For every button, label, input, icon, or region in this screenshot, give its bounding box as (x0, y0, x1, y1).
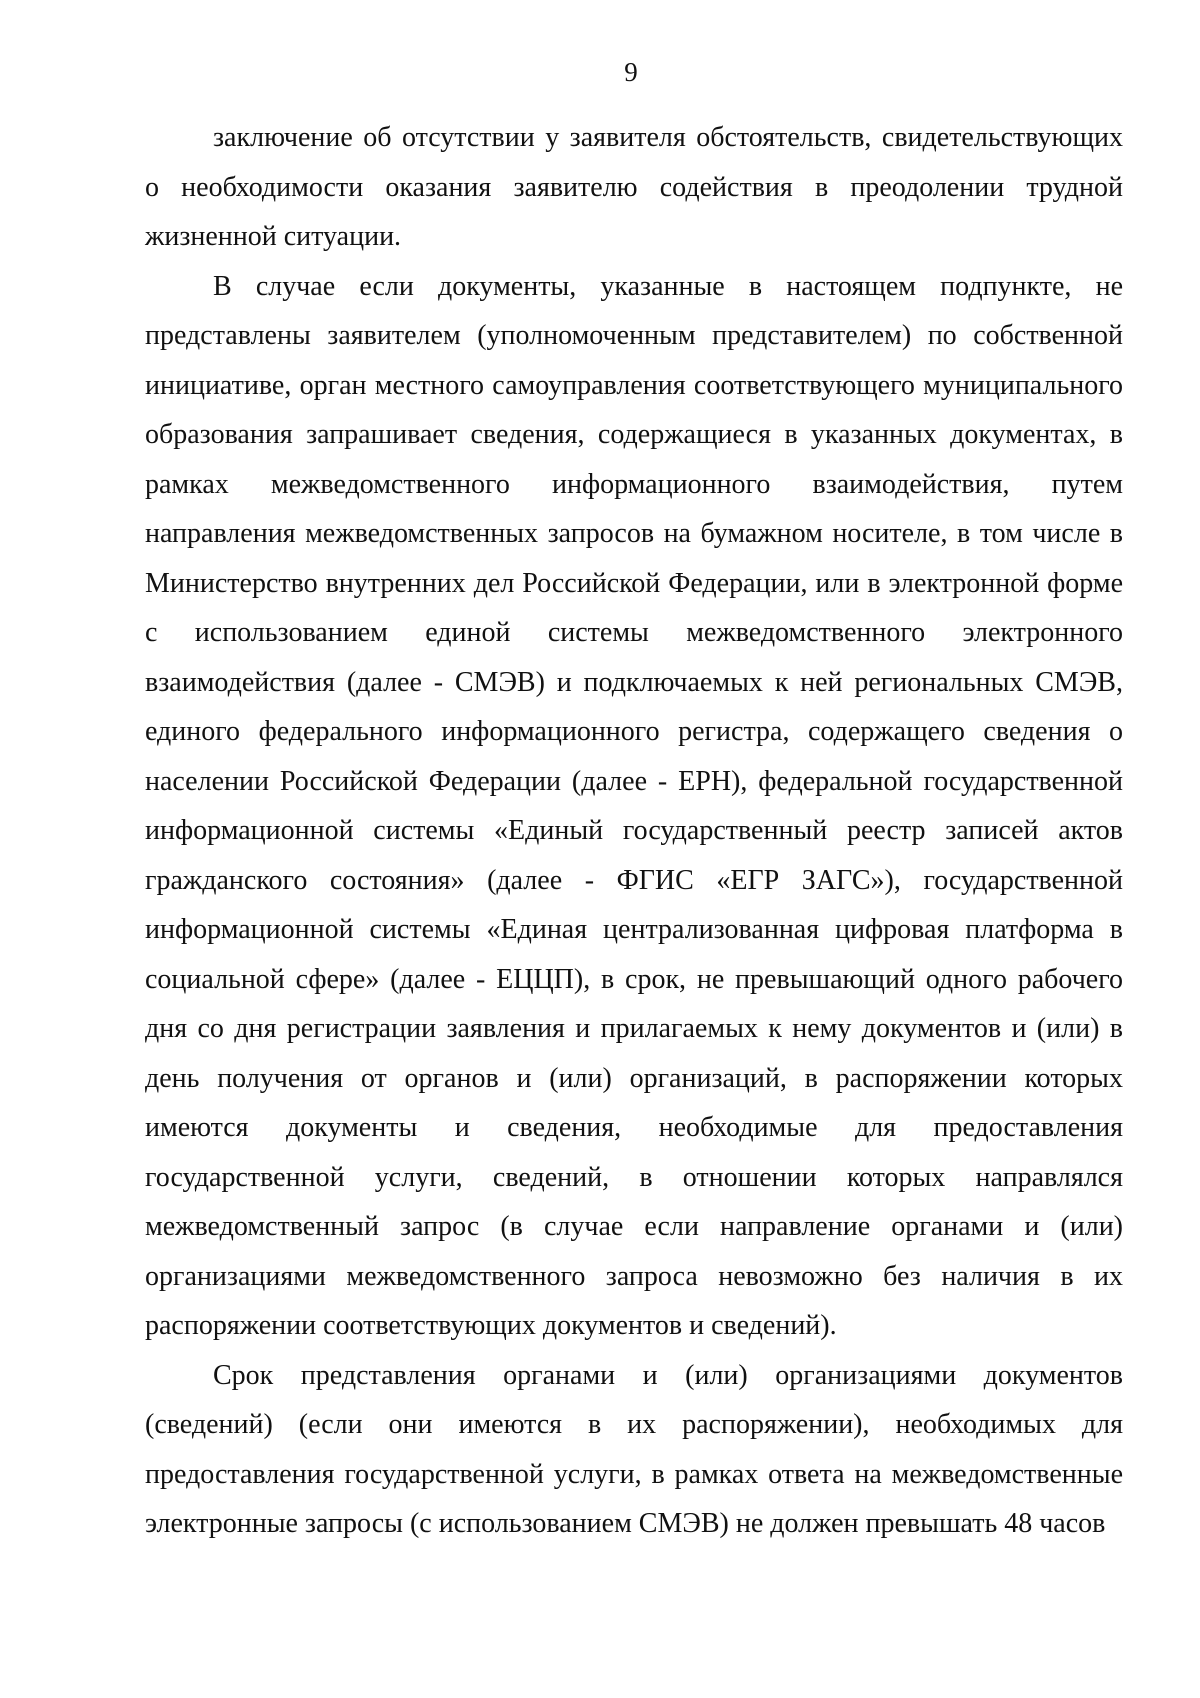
paragraph-conclusion: заключение об отсутствии у заявителя обстоятельств, свидетельствующих о необходимости оказания заявителю содействия в преодолении трудной жизненной ситуации. (145, 122, 1123, 252)
document-body (145, 113, 1123, 1549)
paragraph-response-deadline: Срок представления органами и (или) организациями документов (сведений) (если они имеются в их распоряжении), необходимых для предоставления государственной услуги, в рамках ответа на межведомственные электронные запросы (с использованием СМЭВ) не должен превышать 48 часов (145, 1359, 1123, 1539)
page-number: 9 (624, 57, 638, 87)
paragraph-interagency-requests: В случае если документы, указанные в настоящем подпункте, не представлены заявителем (уполномоченным представителем) по собственной инициативе, орган местного самоуправления соответствующего муниципального образования запрашивает сведения, содержащиеся в указанных документах, в рамках межведомственного информационного взаимодействия, путем направления межведомственных запросов на бумажном носителе, в том числе в Министерство внутренних дел Российской Федерации, или в электронной форме с использованием единой системы межведомственного электронного взаимодействия (далее - СМЭВ) и подключаемых к ней региональных СМЭВ, единого федерального информационного регистра, содержащего сведения о населении Российской Федерации (далее - ЕРН), федеральной государственной информационной системы «Единый государственный реестр записей актов гражданского состояния» (далее - ФГИС «ЕГР ЗАГС»), государственной информационной системы «Единая централизованная цифровая платформа в социальной сфере» (далее - ЕЦЦП), в срок, не превышающий одного рабочего дня со дня регистрации заявления и прилагаемых к нему документов и (или) в день получения от органов и (или) организаций, в распоряжении которых имеются документы и сведения, необходимые для предоставления государственной услуги, сведений, в отношении которых направлялся межведомственный запрос (в случае если направление органами и (или) организациями межведомственного запроса невозможно без наличия в их распоряжении соответствующих документов и сведений). (145, 270, 1123, 1341)
